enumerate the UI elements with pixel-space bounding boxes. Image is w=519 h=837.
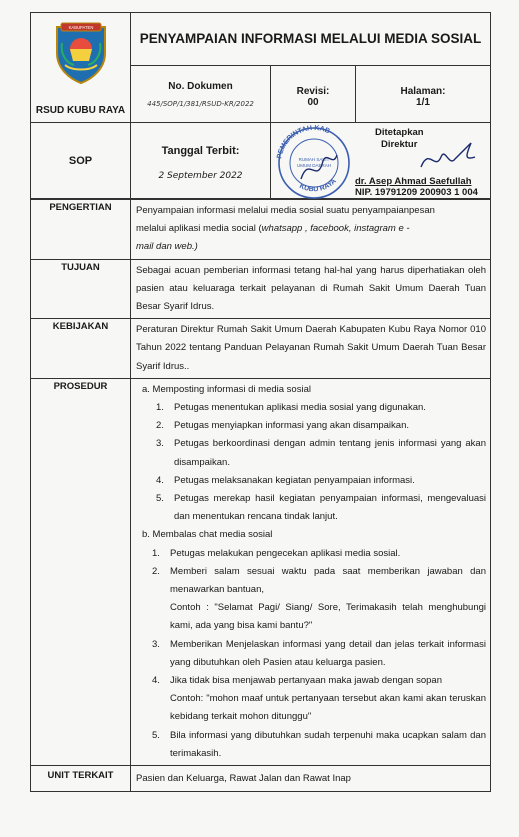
no-dokumen-value: 445/SOP/1/381/RSUD-KR/2022 (147, 100, 254, 109)
tanggal-terbit-label: Tanggal Terbit: (161, 145, 240, 157)
director-name: dr. Asep Ahmad Saefullah (355, 176, 472, 187)
prosedur-a-step: 1. Petugas menentukan aplikasi media sosial yang digunakan. (156, 402, 426, 414)
unit-terkait-text: Pasien dan Keluarga, Rawat Jalan dan Rawat Inap (131, 766, 491, 792)
prosedur-b-step: 3. Memberikan Menjelaskan informasi yang detail dan jelas terkait informasi yang dibutuhkan oleh Pasien atau keluarga pasien. (152, 638, 486, 668)
director-signature (419, 137, 479, 177)
prosedur-a-step: 4. Petugas melaksanakan kegiatan penyampaian informasi. (156, 474, 415, 486)
prosedur-b-step: 2. Memberi salam sesuai waktu pada saat memberikan jawaban dan menawarkan bantuan, Contoh : "Selamat Pagi/ Siang/ Sore, Terimakasih telah menghubungi kami, ada yang bisa kami bantu?" (152, 563, 486, 636)
document-title: PENYAMPAIAN INFORMASI MELALUI MEDIA SOSIAL (131, 13, 491, 66)
unit-terkait-label: UNIT TERKAIT (31, 766, 131, 792)
kebijakan-text: Peraturan Direktur Rumah Sakit Umum Daerah Kabupaten Kubu Raya Nomor 010 Tahun 2022 tentang Panduan Pelayanan Rumah Sakit Umum Daerah Tuan Besar Syarif Idrus.. (131, 319, 491, 379)
tanggal-terbit-value: 2 September 2022 (158, 171, 243, 181)
prosedur-a-step-text: Petugas menyiapkan informasi yang akan disampaikan. (174, 420, 409, 432)
direktur-label: Direktur (381, 139, 418, 150)
prosedur-a-step: 2. Petugas menyiapkan informasi yang akan disampaikan. (156, 420, 409, 432)
prosedur-b-step-text: Memberikan Menjelaskan informasi yang detail dan jelas terkait informasi yang dibutuhkan oleh Pasien atau keluarga pasien. (170, 638, 486, 668)
pengertian-label: PENGERTIAN (31, 200, 131, 260)
tujuan-text: Sebagai acuan pemberian informasi tetang hal-hal yang harus diperhatiakan oleh pasien atau keluaraga terkait pelayanan di Rumah Sakit Umum Daerah Tuan Besar Syarif Idrus. (131, 259, 491, 319)
prosedur-b-step-text: Petugas melakukan pengecekan aplikasi media sosial. (170, 547, 401, 559)
regency-emblem-logo (52, 19, 110, 85)
revisi-cell (271, 65, 356, 122)
document-header (30, 12, 491, 199)
prosedur-a-step-text: Petugas melaksanakan kegiatan penyampaian informasi. (174, 474, 415, 486)
prosedur-b-step: 1. Petugas melakukan pengecekan aplikasi media sosial. (152, 547, 401, 559)
svg-text:UMUM DAERAH: UMUM DAERAH (296, 163, 332, 168)
prosedur-content (131, 378, 491, 765)
pengertian-line-3: mail dan web.) (136, 241, 198, 253)
prosedur-a-step-text: Petugas berkoordinasi dengan admin tentang jenis informasi yang akan disampaikan. (174, 438, 486, 468)
ditetapkan-label: Ditetapkan (375, 127, 424, 138)
logo-banner-text: KABUPATEN (68, 25, 94, 30)
halaman-label: Halaman: (400, 85, 446, 97)
director-nip: NIP. 19791209 200903 1 004 (355, 187, 478, 198)
svg-text:KUBU RAYA: KUBU RAYA (298, 177, 338, 194)
prosedur-a-heading: a. Memposting informasi di media sosial (142, 383, 311, 395)
pengertian-text (131, 200, 491, 260)
pengertian-line-2b: whatsapp , facebook, instagram e - (261, 223, 410, 235)
revisi-value: 00 (307, 96, 319, 108)
no-dokumen-cell (131, 65, 271, 122)
no-dokumen-label: No. Dokumen (168, 81, 233, 93)
prosedur-b-heading: b. Membalas chat media sosial (142, 529, 273, 541)
prosedur-a-step: 5. Petugas merekap hasil kegiatan penyampaian informasi, mengevaluasi dan menentukan rencana tindak lanjut. (156, 493, 486, 523)
sop-document (30, 12, 490, 792)
prosedur-row (31, 378, 491, 765)
prosedur-b-step: 4. Jika tidak bisa menjawab pertanyaan maka jawab dengan sopan Contoh: "mohon maaf untuk pertanyaan tersebut akan kami akan teruskan kebidang terkait mohon ditunggu" (152, 672, 486, 727)
tujuan-row (31, 259, 491, 319)
sop-label: SOP (31, 123, 131, 199)
prosedur-a-step-text: Petugas merekap hasil kegiatan penyampaian informasi, mengevaluasi dan menentukan rencana tindak lanjut. (174, 493, 486, 523)
hospital-stamp (273, 125, 355, 199)
kebijakan-label: KEBIJAKAN (31, 319, 131, 379)
prosedur-b-step-text: Bila informasi yang dibutuhkan sudah terpenuhi maka ucapkan salam dan terimakasih. (170, 729, 486, 759)
halaman-cell (356, 65, 491, 122)
pengertian-row (31, 200, 491, 260)
approval-cell (271, 123, 491, 199)
revisi-label: Revisi: (296, 85, 330, 97)
prosedur-b-step: 5. Bila informasi yang dibutuhkan sudah terpenuhi maka ucapkan salam dan terimakasih. (152, 729, 486, 759)
prosedur-b-step-text: Jika tidak bisa menjawab pertanyaan maka jawab dengan sopan (170, 675, 442, 687)
prosedur-label: PROSEDUR (31, 378, 131, 765)
pengertian-line-2a: melalui aplikasi media social ( (136, 223, 262, 235)
prosedur-b-contoh-2: Contoh: "mohon maaf untuk pertanyaan tersebut akan kami akan teruskan kebidang terkait mohon ditunggu" (170, 693, 486, 723)
unit-terkait-row (31, 766, 491, 792)
hospital-logo-cell (31, 13, 131, 123)
prosedur-a-step: 3. Petugas berkoordinasi dengan admin tentang jenis informasi yang akan disampaikan. (156, 438, 486, 468)
prosedur-a-step-text: Petugas menentukan aplikasi media sosial yang digunakan. (174, 402, 426, 414)
pengertian-line-2 (136, 220, 486, 238)
prosedur-b-contoh-1: Contoh : "Selamat Pagi/ Siang/ Sore, Terimakasih telah menghubungi kami, ada yang bisa kami bantu?" (170, 602, 486, 632)
kebijakan-row (31, 319, 491, 379)
tanggal-terbit-cell (131, 123, 271, 199)
prosedur-b-step-text: Memberi salam sesuai waktu pada saat memberikan jawaban dan menawarkan bantuan, (170, 565, 486, 596)
svg-text:RUMAH SAKIT: RUMAH SAKIT (298, 157, 330, 162)
hospital-name: RSUD KUBU RAYA (35, 105, 126, 116)
pengertian-line-1: Penyampaian informasi melalui media sosial suatu penyampaianpesan (136, 205, 435, 216)
svg-text:PEMERINTAH KAB: PEMERINTAH KAB (276, 125, 331, 160)
sop-content-table (30, 199, 491, 792)
tujuan-label: TUJUAN (31, 259, 131, 319)
halaman-value: 1/1 (416, 96, 430, 108)
